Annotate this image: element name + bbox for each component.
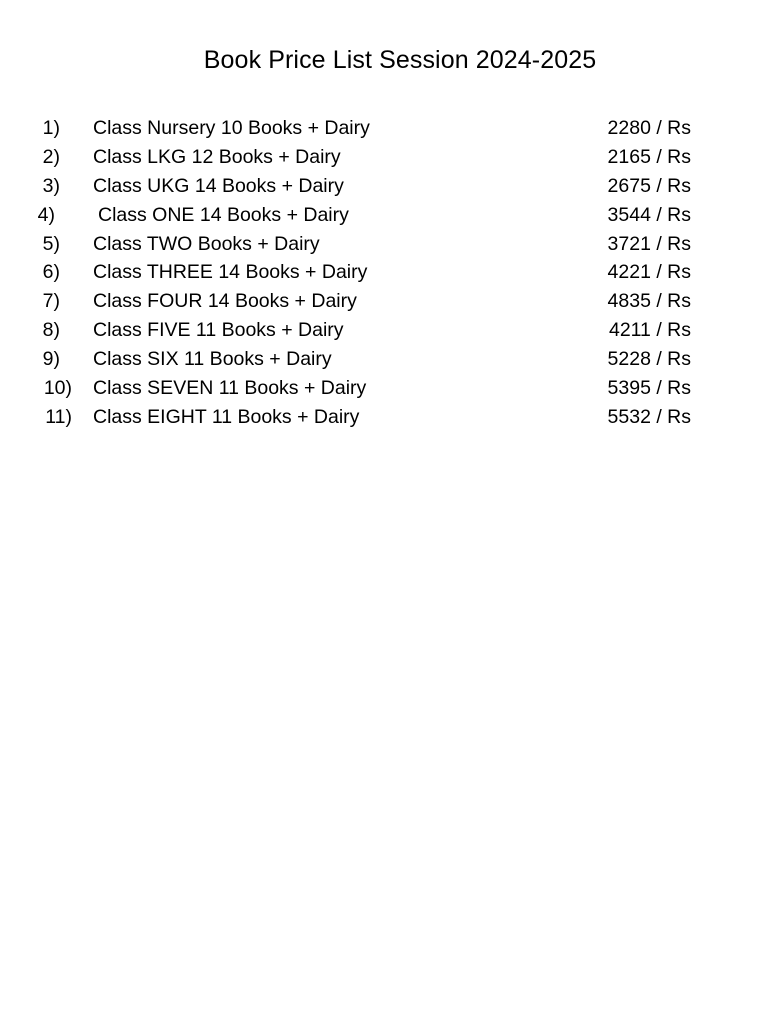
item-price: 3721 / Rs <box>607 232 691 255</box>
item-number: 1) <box>42 117 60 139</box>
list-item <box>0 316 768 345</box>
item-description: Class FIVE 11 Books + Dairy <box>93 319 344 342</box>
price-list <box>0 114 768 432</box>
item-number: 6) <box>42 261 60 284</box>
item-number: 10) <box>43 377 72 400</box>
item-description: Class TWO Books + Dairy <box>93 232 320 255</box>
item-price: 5395 / Rs <box>607 377 691 400</box>
item-price: 2675 / Rs <box>607 174 691 197</box>
item-description: Class SEVEN 11 Books + Dairy <box>93 377 367 400</box>
list-item <box>0 403 768 432</box>
list-item <box>0 258 768 287</box>
list-item <box>0 287 768 316</box>
item-price: 5228 / Rs <box>607 348 691 371</box>
item-description: Class FOUR 14 Books + Dairy <box>93 290 357 313</box>
item-number: 9) <box>42 348 60 371</box>
item-price: 2280 / Rs <box>607 117 691 139</box>
item-price: 4211 / Rs <box>608 319 691 342</box>
item-description: Class EIGHT 11 Books + Dairy <box>93 405 360 428</box>
item-description: Class SIX 11 Books + Dairy <box>93 348 332 371</box>
list-item <box>0 143 768 172</box>
item-price: 5532 / Rs <box>607 405 691 428</box>
page-title: Book Price List Session 2024-2025 <box>203 46 597 74</box>
list-item <box>0 114 768 143</box>
item-price: 3544 / Rs <box>607 203 691 226</box>
item-number: 2) <box>42 145 60 168</box>
item-description: Class Nursery 10 Books + Dairy <box>93 117 370 139</box>
item-number: 4) <box>37 203 55 226</box>
list-item <box>0 374 768 403</box>
item-price: 4835 / Rs <box>607 290 691 313</box>
item-price: 2165 / Rs <box>607 145 691 168</box>
item-number: 5) <box>42 232 60 255</box>
item-description: Class ONE 14 Books + Dairy <box>98 203 349 226</box>
item-number: 11) <box>45 405 72 428</box>
list-item <box>0 345 768 374</box>
item-description: Class LKG 12 Books + Dairy <box>93 145 341 168</box>
item-number: 8) <box>42 319 60 342</box>
item-number: 3) <box>42 174 60 197</box>
list-item <box>0 172 768 201</box>
list-item <box>0 201 768 230</box>
item-price: 4221 / Rs <box>607 261 691 284</box>
list-item <box>0 230 768 259</box>
item-description: Class UKG 14 Books + Dairy <box>93 174 344 197</box>
item-number: 7) <box>42 290 60 313</box>
item-description: Class THREE 14 Books + Dairy <box>93 261 368 284</box>
